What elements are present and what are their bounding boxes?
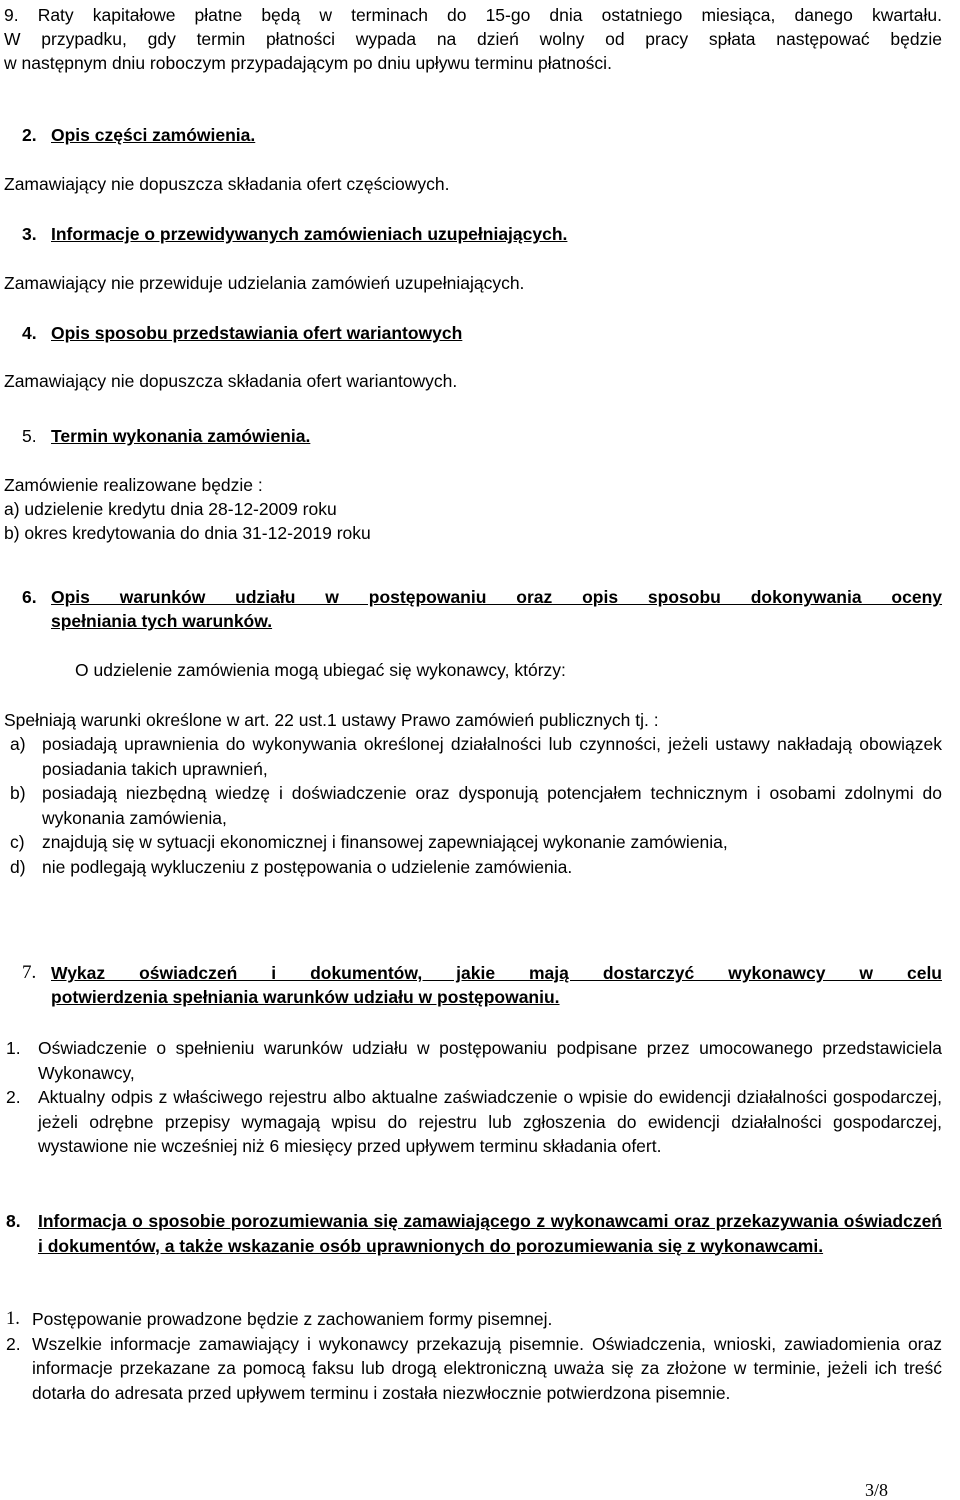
- section-6-intro: Spełniają warunki określone w art. 22 ust.1 ustawy Prawo zamówień publicznych tj. :: [4, 710, 659, 730]
- list-item-text: posiadają uprawnienia do wykonywania określonej działalności lub czynności, jeżeli ustawy nakładają obowiązek posiadania takich uprawnień,: [42, 734, 942, 779]
- list-item-label: 2.: [6, 1333, 21, 1354]
- section-8-number: 8.: [6, 1211, 21, 1231]
- section-7-title-line-2: potwierdzenia spełniania warunków udziału w postępowaniu.: [51, 987, 560, 1007]
- list-item: [6, 1036, 942, 1085]
- section-6-number: 6.: [22, 587, 37, 607]
- list-item-label: c): [10, 832, 25, 852]
- section-4-text: Zamawiający nie dopuszcza składania ofert wariantowych.: [4, 371, 458, 391]
- list-item: [6, 1332, 942, 1406]
- list-item-label: 1.: [6, 1038, 21, 1058]
- section-7-title-line-1: Wykaz oświadczeń i dokumentów, jakie mają dostarczyć wykonawcy w celu: [51, 963, 942, 983]
- list-item: [6, 1307, 942, 1332]
- list-item-label: a): [10, 734, 26, 754]
- list-item-label: b): [10, 783, 26, 803]
- list-item-label: 2.: [6, 1087, 21, 1107]
- section-5-title: Termin wykonania zamówienia.: [51, 426, 311, 446]
- page-number: 3/8: [864, 1480, 888, 1500]
- section-6-conditions-list: [10, 732, 942, 879]
- intro-line-2: W przypadku, gdy termin płatności wypada na dzień wolny od pracy spłata następować będzie: [4, 29, 942, 49]
- list-item-text: Oświadczenie o spełnieniu warunków udziału w postępowaniu podpisane przez umocowanego przedstawiciela Wykonawcy,: [38, 1038, 942, 1083]
- list-item: [10, 830, 942, 855]
- list-item-text: znajdują się w sytuacji ekonomicznej i finansowej zapewniającej wykonanie zamówienia,: [42, 832, 728, 852]
- section-6-lead: O udzielenie zamówienia mogą ubiegać się wykonawcy, którzy:: [75, 660, 566, 680]
- list-item-text: Wszelkie informacje zamawiający i wykonawcy przekazują pisemnie. Oświadczenia, wnioski, zawiadomienia oraz informacje przekazane za pomocą faksu lub drogą elektroniczną uważa się za złożone w terminie, jeżeli ich treść dotarła do adresata przed upływem terminu i została niezwłocznie potwierdzona pisemnie.: [32, 1333, 942, 1403]
- list-item-text: Aktualny odpis z właściwego rejestru albo aktualne zaświadczenie o wpisie do ewidencji działalności gospodarczej, jeżeli odrębne przepisy wymagają wpisu do rejestru lub zgłoszenia do ewidencji działalności gospodarczej, wystawione nie wcześniej niż 6 miesięcy przed upływem terminu składania ofert.: [38, 1087, 942, 1156]
- list-item-label: 1.: [6, 1309, 20, 1329]
- section-4-number: 4.: [22, 323, 37, 343]
- section-7-number: 7.: [22, 962, 37, 983]
- list-item-text: Postępowanie prowadzone będzie z zachowaniem formy pisemnej.: [32, 1309, 553, 1329]
- list-item: [10, 781, 942, 830]
- section-5-line-2: a) udzielenie kredytu dnia 28-12-2009 roku: [4, 499, 337, 519]
- section-2-number: 2.: [22, 125, 37, 145]
- list-item: [10, 732, 942, 781]
- section-5-line-3: b) okres kredytowania do dnia 31-12-2019 roku: [4, 523, 371, 543]
- list-item-text: posiadają niezbędną wiedzę i doświadczenie oraz dysponują potencjałem technicznym i osobami zdolnymi do wykonania zamówienia,: [42, 783, 942, 828]
- section-6-title-line-2: spełniania tych warunków.: [51, 611, 273, 631]
- section-3-text: Zamawiający nie przewiduje udzielania zamówień uzupełniających.: [4, 273, 525, 293]
- intro-line-1: 9. Raty kapitałowe płatne będą w terminach do 15-go dnia ostatniego miesiąca, danego kwartału.: [4, 5, 942, 25]
- section-3-number: 3.: [22, 224, 37, 244]
- section-5-number: 5.: [22, 426, 37, 446]
- section-6-title-line-1: Opis warunków udziału w postępowaniu oraz opis sposobu dokonywania oceny: [51, 587, 942, 607]
- section-8-communication-list: [6, 1307, 942, 1405]
- list-item-text: nie podlegają wykluczeniu z postępowania o udzielenie zamówienia.: [42, 856, 573, 877]
- section-5-line-1: Zamówienie realizowane będzie :: [4, 475, 263, 495]
- section-7-documents-list: [6, 1036, 942, 1159]
- list-item-label: d): [10, 856, 26, 877]
- section-8-title: Informacja o sposobie porozumiewania się zamawiającego z wykonawcami oraz przekazywania oświadczeń i dokumentów, a także wskazanie osób uprawnionych do porozumiewania się z wykonawcami.: [38, 1211, 942, 1256]
- section-3-title: Informacje o przewidywanych zamówieniach uzupełniających.: [51, 224, 568, 244]
- list-item: [6, 1085, 942, 1159]
- list-item: [10, 855, 942, 880]
- section-2-title: Opis części zamówienia.: [51, 125, 256, 145]
- section-4-title: Opis sposobu przedstawiania ofert wariantowych: [51, 323, 463, 343]
- section-2-text: Zamawiający nie dopuszcza składania ofert częściowych.: [4, 174, 450, 194]
- intro-line-3: w następnym dniu roboczym przypadającym po dniu upływu terminu płatności.: [4, 53, 612, 73]
